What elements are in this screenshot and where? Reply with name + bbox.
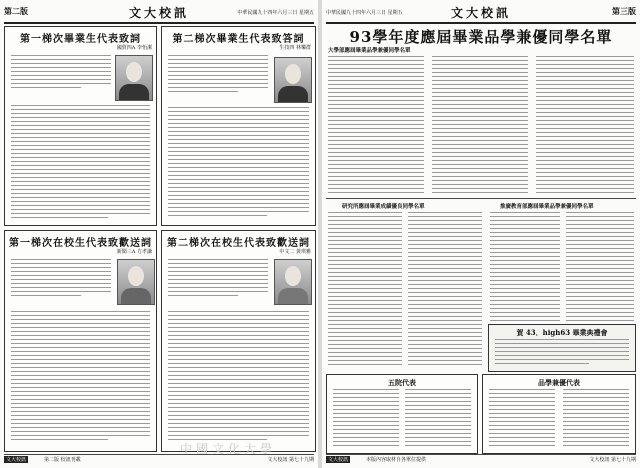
- article-student-speech-1: [4, 230, 157, 452]
- box-title: 品學兼優代表: [538, 378, 580, 387]
- honor-list-title: 93學年度應屆畢業品學兼優同學名單: [349, 28, 613, 46]
- section-heading: 研究所應屆畢業成績優良同學名單: [342, 204, 425, 210]
- article-body: [11, 105, 150, 221]
- left-date: 中華民國九十四年六月三日 星期五: [237, 10, 314, 16]
- article-title: 第二梯次畢業生代表致答詞: [172, 34, 305, 45]
- article-grad-speech-2: [161, 26, 316, 226]
- article-author: 中文二 黃琪雅: [279, 249, 311, 255]
- right-page-label: 第三版: [612, 6, 636, 16]
- article-body: [11, 311, 150, 443]
- watermark: 中國文化大學: [180, 442, 277, 456]
- notice-title: 賀 43．high63 畢業典禮會: [516, 328, 608, 337]
- article-body: [168, 107, 309, 219]
- name-list-column: [408, 212, 482, 368]
- left-footer-badge: 文大校訊: [6, 457, 27, 463]
- left-footer-issue: 文大校訊 第七十九期: [267, 457, 314, 463]
- right-footer-badge: 文大校訊: [328, 457, 349, 463]
- article-body: [11, 55, 111, 91]
- college-representatives-box: [326, 374, 478, 454]
- left-masthead: 文大校訊: [128, 6, 190, 20]
- name-list-column: [405, 389, 471, 449]
- box-title: 五院代表: [388, 378, 416, 387]
- right-date: 中華民國九十四年六月三日 星期五: [326, 10, 403, 16]
- article-body: [168, 55, 268, 95]
- left-page-label: 第二版: [4, 6, 28, 16]
- right-footer-text: 本版內容取材自各單位提供: [366, 457, 427, 463]
- name-list-column: [432, 56, 528, 196]
- article-title: 第一梯次在校生代表致歡送詞: [9, 238, 152, 249]
- article-author: 生技四 林樂群: [279, 45, 311, 51]
- graduate-photo: [115, 55, 153, 101]
- right-footer: [326, 454, 636, 464]
- section-heading: 大學部應屆畢業品學兼優同學名單: [328, 48, 411, 54]
- name-list-column: [489, 389, 555, 449]
- name-list-column: [566, 212, 634, 324]
- name-list-column: [333, 389, 399, 449]
- article-student-speech-2: [161, 230, 316, 452]
- article-title: 第一梯次畢業生代表致詞: [20, 34, 141, 45]
- honor-representatives-box: [482, 374, 636, 454]
- article-grad-speech-1: [4, 26, 157, 226]
- student-photo: [117, 259, 155, 305]
- left-page: [0, 0, 318, 468]
- left-footer-text: 第二版 校訊刊載: [44, 457, 81, 463]
- article-body: [11, 259, 111, 299]
- notice-body: [495, 339, 629, 367]
- right-footer-issue: 文大校訊 第七十九期: [589, 457, 636, 463]
- congratulations-notice: [488, 324, 636, 372]
- article-body: [168, 259, 268, 299]
- article-author: 國貿四A 李怡潔: [116, 45, 152, 51]
- article-body: [168, 311, 309, 443]
- section-divider: [326, 198, 636, 199]
- right-masthead: 文大校訊: [450, 6, 512, 20]
- graduate-photo: [274, 57, 312, 103]
- right-header: [326, 6, 636, 24]
- student-photo: [274, 259, 312, 305]
- name-list-column: [536, 56, 634, 196]
- left-header: [4, 6, 314, 24]
- article-author: 新聞三A 方孝謙: [116, 249, 152, 255]
- name-list-column: [328, 212, 402, 368]
- section-heading: 推廣教育部應屆畢業品學兼優同學名單: [500, 204, 594, 210]
- article-title: 第二梯次在校生代表致歡送詞: [167, 238, 310, 249]
- name-list-column: [328, 56, 424, 196]
- name-list-column: [490, 212, 560, 324]
- name-list-column: [563, 389, 629, 449]
- right-page: [322, 0, 640, 468]
